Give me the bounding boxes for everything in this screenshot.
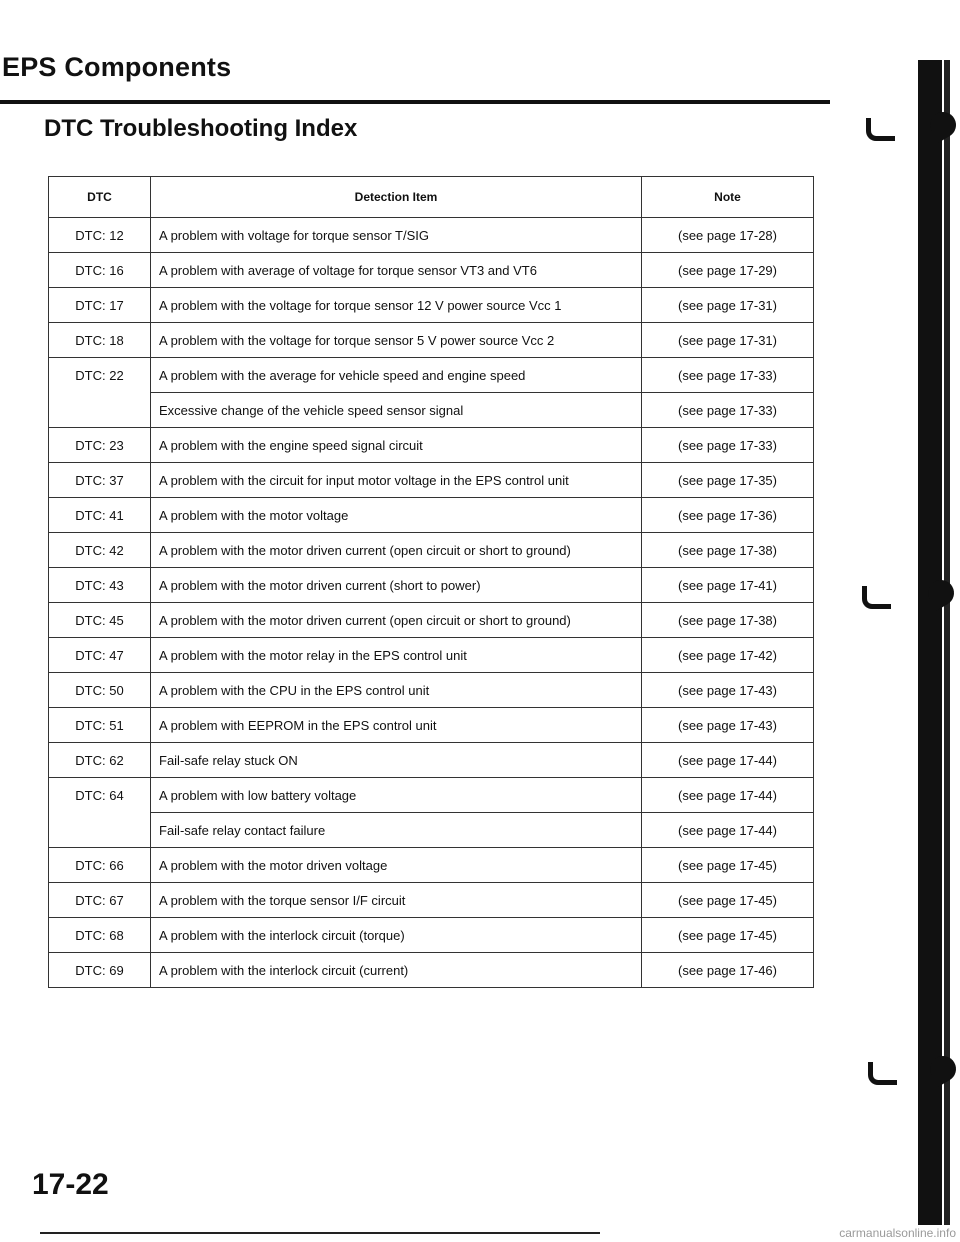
note-cell: (see page 17-44) [642, 813, 814, 848]
dtc-code-cell: DTC: 50 [49, 673, 151, 708]
detection-item-cell: A problem with EEPROM in the EPS control unit [151, 708, 642, 743]
detection-item-cell: A problem with the interlock circuit (current) [151, 953, 642, 988]
note-cell: (see page 17-38) [642, 533, 814, 568]
dtc-code-cell: DTC: 47 [49, 638, 151, 673]
table-row [49, 708, 814, 743]
dtc-code-cell: DTC: 42 [49, 533, 151, 568]
note-cell: (see page 17-43) [642, 673, 814, 708]
detection-item-cell: A problem with the motor driven current (open circuit or short to ground) [151, 603, 642, 638]
note-cell: (see page 17-42) [642, 638, 814, 673]
note-cell: (see page 17-28) [642, 218, 814, 253]
table-row [49, 638, 814, 673]
detection-item-cell: A problem with the motor driven voltage [151, 848, 642, 883]
table-row [49, 498, 814, 533]
note-cell: (see page 17-38) [642, 603, 814, 638]
table-row [49, 848, 814, 883]
detection-item-cell: Fail-safe relay stuck ON [151, 743, 642, 778]
note-cell: (see page 17-45) [642, 883, 814, 918]
dtc-code-cell: DTC: 43 [49, 568, 151, 603]
note-cell: (see page 17-46) [642, 953, 814, 988]
dtc-code-cell: DTC: 45 [49, 603, 151, 638]
note-cell: (see page 17-44) [642, 778, 814, 813]
binding-edge-strip [944, 60, 950, 1225]
column-header-detection-item: Detection Item [151, 177, 642, 218]
corner-mark-icon [866, 118, 895, 141]
table-row [49, 253, 814, 288]
dtc-code-cell: DTC: 12 [49, 218, 151, 253]
detection-item-cell: A problem with the motor relay in the EPS control unit [151, 638, 642, 673]
column-header-dtc: DTC [49, 177, 151, 218]
note-cell: (see page 17-31) [642, 323, 814, 358]
detection-item-cell: A problem with the interlock circuit (torque) [151, 918, 642, 953]
note-cell: (see page 17-29) [642, 253, 814, 288]
section-title: EPS Components [2, 52, 232, 82]
note-cell: (see page 17-41) [642, 568, 814, 603]
title-divider [0, 100, 830, 104]
note-cell: (see page 17-33) [642, 358, 814, 393]
table-body [49, 218, 814, 988]
dtc-code-cell: DTC: 64 [49, 778, 151, 848]
detection-item-cell: A problem with the motor driven current (short to power) [151, 568, 642, 603]
table-row [49, 288, 814, 323]
table-row [49, 673, 814, 708]
detection-item-cell: A problem with the circuit for input motor voltage in the EPS control unit [151, 463, 642, 498]
dtc-index-table [48, 176, 814, 988]
dtc-code-cell: DTC: 68 [49, 918, 151, 953]
footer-divider [40, 1232, 600, 1234]
table-row [49, 813, 814, 848]
table-row [49, 778, 814, 813]
detection-item-cell: Fail-safe relay contact failure [151, 813, 642, 848]
page-number: 17-22 [32, 1168, 109, 1201]
dtc-code-cell: DTC: 62 [49, 743, 151, 778]
table-row [49, 323, 814, 358]
note-cell: (see page 17-45) [642, 848, 814, 883]
table-row [49, 218, 814, 253]
detection-item-cell: Excessive change of the vehicle speed sensor signal [151, 393, 642, 428]
note-cell: (see page 17-43) [642, 708, 814, 743]
dtc-code-cell: DTC: 51 [49, 708, 151, 743]
watermark-text: carmanualsonline.info [839, 1226, 956, 1240]
note-cell: (see page 17-44) [642, 743, 814, 778]
table-header-row [49, 177, 814, 218]
note-cell: (see page 17-31) [642, 288, 814, 323]
dtc-code-cell: DTC: 16 [49, 253, 151, 288]
note-cell: (see page 17-45) [642, 918, 814, 953]
table-row [49, 463, 814, 498]
detection-item-cell: A problem with average of voltage for torque sensor VT3 and VT6 [151, 253, 642, 288]
detection-item-cell: A problem with the voltage for torque sensor 5 V power source Vcc 2 [151, 323, 642, 358]
binding-edge-bar [918, 60, 942, 1225]
dtc-code-cell: DTC: 66 [49, 848, 151, 883]
detection-item-cell: A problem with low battery voltage [151, 778, 642, 813]
note-cell: (see page 17-33) [642, 393, 814, 428]
column-header-note: Note [642, 177, 814, 218]
table-row [49, 358, 814, 393]
corner-mark-icon [862, 586, 891, 609]
table-row [49, 393, 814, 428]
table-row [49, 428, 814, 463]
table-row [49, 743, 814, 778]
dtc-code-cell: DTC: 37 [49, 463, 151, 498]
dtc-code-cell: DTC: 41 [49, 498, 151, 533]
dtc-code-cell: DTC: 69 [49, 953, 151, 988]
table-row [49, 533, 814, 568]
detection-item-cell: A problem with the voltage for torque sensor 12 V power source Vcc 1 [151, 288, 642, 323]
table-row [49, 603, 814, 638]
detection-item-cell: A problem with the motor voltage [151, 498, 642, 533]
detection-item-cell: A problem with the average for vehicle speed and engine speed [151, 358, 642, 393]
dtc-code-cell: DTC: 18 [49, 323, 151, 358]
table-row [49, 568, 814, 603]
detection-item-cell: A problem with voltage for torque sensor T/SIG [151, 218, 642, 253]
detection-item-cell: A problem with the motor driven current (open circuit or short to ground) [151, 533, 642, 568]
dtc-code-cell: DTC: 17 [49, 288, 151, 323]
detection-item-cell: A problem with the CPU in the EPS control unit [151, 673, 642, 708]
table-row [49, 953, 814, 988]
dtc-code-cell: DTC: 67 [49, 883, 151, 918]
table-row [49, 883, 814, 918]
detection-item-cell: A problem with the torque sensor I/F circuit [151, 883, 642, 918]
dtc-code-cell: DTC: 22 [49, 358, 151, 428]
note-cell: (see page 17-35) [642, 463, 814, 498]
dtc-code-cell: DTC: 23 [49, 428, 151, 463]
page-title: DTC Troubleshooting Index [44, 115, 358, 142]
note-cell: (see page 17-36) [642, 498, 814, 533]
detection-item-cell: A problem with the engine speed signal circuit [151, 428, 642, 463]
table-row [49, 918, 814, 953]
note-cell: (see page 17-33) [642, 428, 814, 463]
corner-mark-icon [868, 1062, 897, 1085]
